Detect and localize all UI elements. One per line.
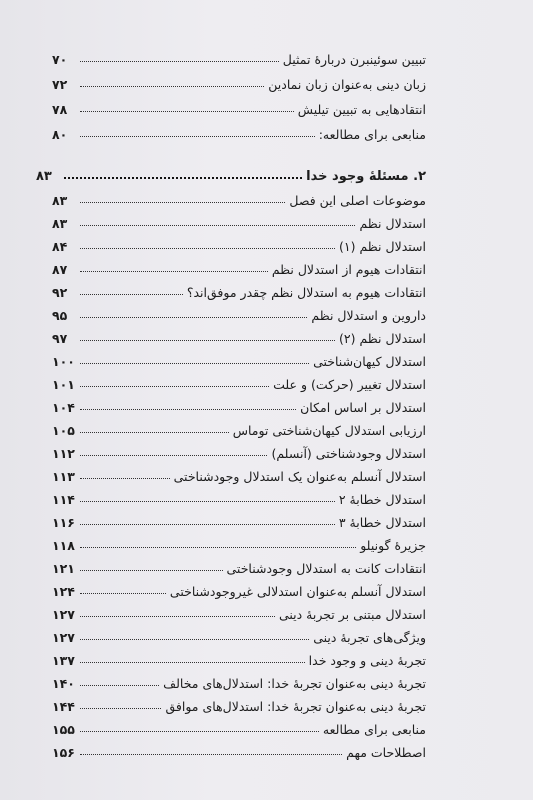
toc-entry-page: ۱۰۰ <box>52 354 75 369</box>
toc-entry-page: ۱۲۴ <box>52 584 75 599</box>
toc-entry-title: استدلال خطابهٔ ۲ <box>338 492 426 507</box>
dot-leader <box>80 708 161 709</box>
toc-entry <box>52 600 426 622</box>
toc-entry-page: ۱۰۱ <box>52 377 75 392</box>
dot-leader <box>80 593 166 594</box>
toc-entry-page: ۱۲۱ <box>52 561 75 576</box>
dot-leader <box>80 271 268 272</box>
toc-entry-title: استدلال نظم (۱) <box>339 239 426 254</box>
toc-entry <box>52 715 426 737</box>
toc-entry-page: ۱۵۶ <box>52 745 75 760</box>
dot-leader <box>80 455 267 456</box>
toc-entry <box>52 278 426 300</box>
toc-entry <box>52 209 426 231</box>
toc-entry-title: ارزیابی استدلال کیهان‌شناختی توماس <box>232 423 426 438</box>
toc-entry-page: ۱۱۸ <box>52 538 75 553</box>
toc-entry <box>52 623 426 645</box>
toc-entry-title: زبان دینی به‌عنوان زبان نمادین <box>268 77 426 92</box>
dot-leader <box>80 294 183 295</box>
toc-entry-page: ۸۷ <box>52 262 68 277</box>
dot-leader <box>80 432 229 433</box>
toc-entry-page: ۱۲۷ <box>52 630 75 645</box>
toc-entry-title: استدلال مبتنی بر تجربهٔ دینی <box>278 607 426 622</box>
toc-entry-page: ۱۳۷ <box>52 653 75 668</box>
toc-entry-title: استدلال بر اساس امکان <box>300 400 426 415</box>
dot-leader <box>80 202 285 203</box>
dot-leader <box>80 409 296 410</box>
toc-entry-page: ۱۱۶ <box>52 515 75 530</box>
toc-entry-page: ۷۲ <box>52 77 68 92</box>
toc-entry <box>52 232 426 254</box>
dot-leader <box>80 662 305 663</box>
toc-entry-page: ۸۰ <box>52 127 68 142</box>
toc-entry <box>52 324 426 346</box>
toc-entry-title: اصطلاحات مهم <box>346 745 426 760</box>
toc-entry-page: ۱۴۰ <box>52 676 75 691</box>
dot-leader <box>80 754 342 755</box>
toc-entry-page: ۱۰۴ <box>52 400 75 415</box>
toc-entry-title: ویژگی‌های تجربهٔ دینی <box>313 630 426 645</box>
toc-entry <box>52 554 426 576</box>
toc-entry <box>52 416 426 438</box>
toc-entry-page: ۱۵۵ <box>52 722 75 737</box>
toc-entry-title: تجربهٔ دینی و وجود خدا <box>308 653 426 668</box>
toc-entry-page: ۱۱۴ <box>52 492 75 507</box>
toc-entry <box>52 45 426 67</box>
toc-entry <box>52 70 426 92</box>
toc-entry <box>52 186 426 208</box>
dot-leader <box>80 340 335 341</box>
toc-entry <box>52 347 426 369</box>
toc-entry <box>52 508 426 530</box>
toc-entry <box>52 439 426 461</box>
toc-entry-title: انتقادات هیوم به استدلال نظم چقدر موفق‌اند؟ <box>186 285 426 300</box>
toc-entry-title: استدلال آنسلم به‌عنوان استدلالی غیروجودشناختی <box>169 584 426 599</box>
dot-leader <box>80 225 355 226</box>
toc-entry <box>52 692 426 714</box>
toc-entry-page: ۱۰۵ <box>52 423 75 438</box>
toc-entry-title: موضوعات اصلی این فصل <box>289 193 426 208</box>
toc-entry-title: انتقادات کانت به استدلال وجودشناختی <box>226 561 426 576</box>
toc-entry-title: استدلال کیهان‌شناختی <box>313 354 426 369</box>
toc-entry-page: ۹۲ <box>52 285 68 300</box>
toc-entry-title: استدلال آنسلم به‌عنوان یک استدلال وجودشناختی <box>173 469 426 484</box>
toc-entry-page: ۱۲۷ <box>52 607 75 622</box>
dot-leader <box>80 111 294 112</box>
toc-entry <box>52 485 426 507</box>
toc-entry-title: استدلال وجودشناختی (آنسلم) <box>271 446 426 461</box>
toc-chapter-heading <box>36 162 426 184</box>
toc-entry <box>52 370 426 392</box>
dot-leader <box>80 616 275 617</box>
toc-entry-title: جزیرهٔ گونیلو <box>360 538 426 553</box>
toc-entry-title: تجربهٔ دینی به‌عنوان تجربهٔ خدا: استدلال‌های مخالف <box>163 676 426 691</box>
toc-entry <box>52 577 426 599</box>
toc-entry-title: داروین و استدلال نظم <box>311 308 426 323</box>
chapter-page: ۸۳ <box>36 169 52 184</box>
toc-entry-title: منابعی برای مطالعه <box>322 722 426 737</box>
dot-leader <box>80 363 309 364</box>
dot-leader <box>80 501 335 502</box>
toc-entry-page: ۸۴ <box>52 239 68 254</box>
toc-entry-title: انتقادهایی به تبیین تیلیش <box>297 102 426 117</box>
toc-entry <box>52 301 426 323</box>
toc-entry-title: منابعی برای مطالعه: <box>318 127 426 142</box>
dot-leader <box>80 547 356 548</box>
toc-entry-title: تبیین سوئینبرن دربارهٔ تمثیل <box>282 52 426 67</box>
dot-leader <box>80 570 223 571</box>
dot-leader <box>80 685 159 686</box>
toc-entry <box>52 95 426 117</box>
toc-entry-page: ۱۱۲ <box>52 446 75 461</box>
toc-entry <box>52 393 426 415</box>
toc-entry-title: استدلال خطابهٔ ۳ <box>338 515 426 530</box>
toc-entry <box>52 531 426 553</box>
toc-entry <box>52 738 426 760</box>
toc-entry-page: ۷۰ <box>52 52 68 67</box>
toc-entry-title: تجربهٔ دینی به‌عنوان تجربهٔ خدا: استدلال‌های موافق <box>165 699 426 714</box>
toc-entry-page: ۸۳ <box>52 216 68 231</box>
toc-entry-title: استدلال نظم (۲) <box>339 331 426 346</box>
toc-entry <box>52 646 426 668</box>
dot-leader <box>80 136 315 137</box>
toc-entry-page: ۸۳ <box>52 193 68 208</box>
dot-leader <box>64 177 302 179</box>
dot-leader <box>80 317 307 318</box>
dot-leader <box>80 639 309 640</box>
dot-leader <box>80 386 269 387</box>
dot-leader <box>80 61 279 62</box>
dot-leader <box>80 248 335 249</box>
toc-entry-page: ۹۵ <box>52 308 68 323</box>
chapter-title: ۲. مسئلهٔ وجود خدا <box>306 169 426 184</box>
toc-entry-page: ۱۱۳ <box>52 469 75 484</box>
toc-entry-title: استدلال نظم <box>359 216 426 231</box>
dot-leader <box>80 524 335 525</box>
dot-leader <box>80 478 170 479</box>
toc-entry <box>52 255 426 277</box>
toc-entry <box>52 120 426 142</box>
toc-entry-title: استدلال تغییر (حرکت) و علت <box>273 377 426 392</box>
toc-entry-page: ۹۷ <box>52 331 68 346</box>
toc-entry-page: ۱۴۴ <box>52 699 75 714</box>
dot-leader <box>80 86 264 87</box>
toc-entry <box>52 669 426 691</box>
toc-entry-title: انتقادات هیوم از استدلال نظم <box>271 262 426 277</box>
dot-leader <box>80 731 319 732</box>
toc-entry <box>52 462 426 484</box>
toc-entry-page: ۷۸ <box>52 102 68 117</box>
